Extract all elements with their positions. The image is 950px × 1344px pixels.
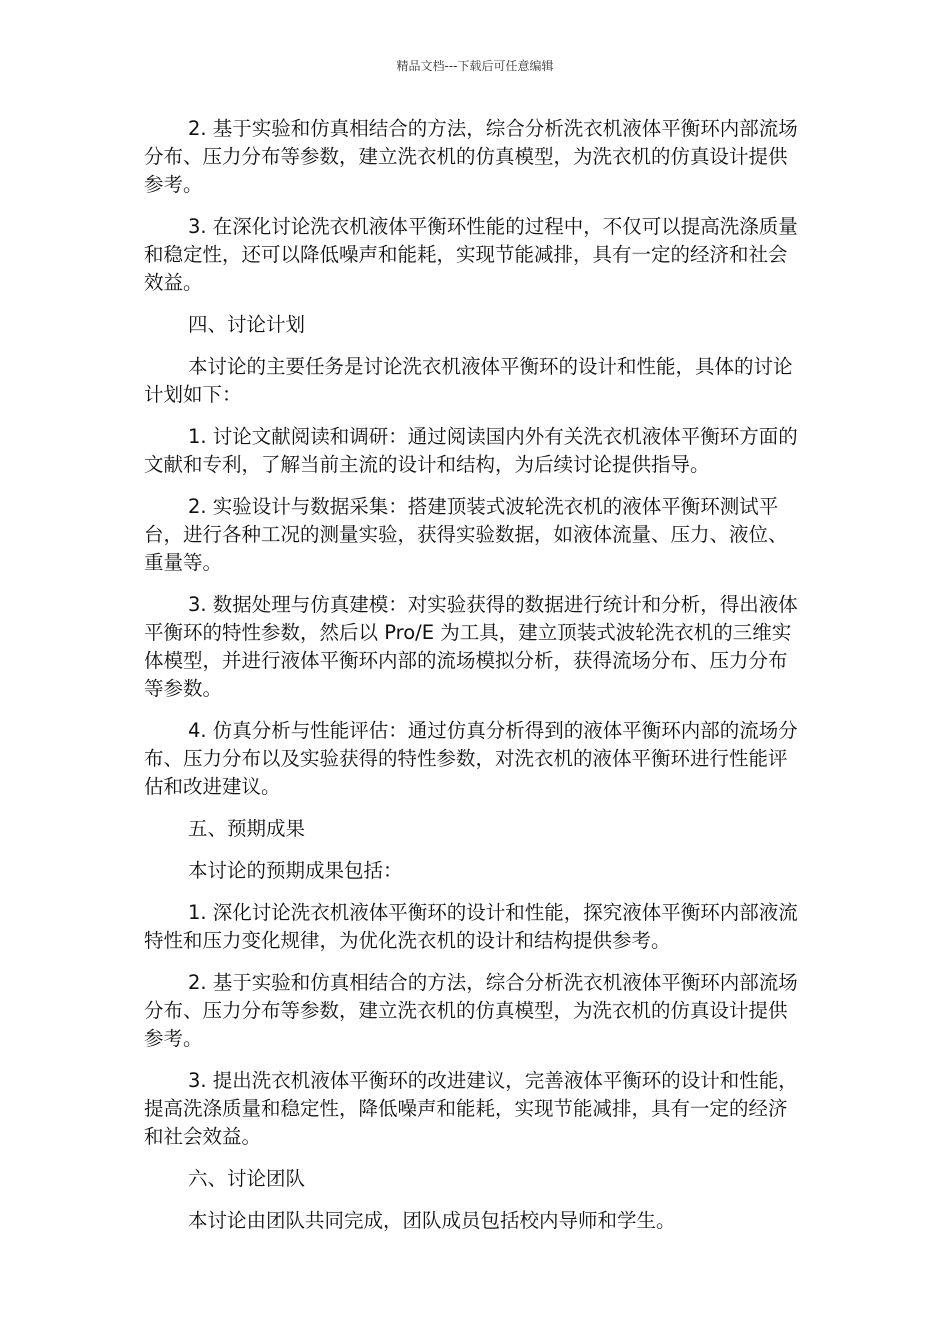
paragraph: 2. 基于实验和仿真相结合的方法，综合分析洗衣机液体平衡环内部流场分布、压力分布等参数，建立洗衣机的仿真模型，为洗衣机的仿真设计提供参考。 bbox=[144, 971, 798, 1050]
paragraph: 2. 实验设计与数据采集：搭建顶装式波轮洗衣机的液体平衡环测试平台，进行各种工况的测量实验，获得实验数据，如液体流量、压力、液位、重量等。 bbox=[144, 495, 788, 574]
paragraph: 3. 数据处理与仿真建模：对实验获得的数据进行统计和分析，得出液体平衡环的特性参数，然后以 Pro/E 为工具，建立顶装式波轮洗衣机的三维实体模型，并进行液体平衡环内部的流场模拟分析，获得流场分布、压力分布等参数。 bbox=[144, 593, 798, 700]
page-header: 精品文档---下载后可任意编辑 bbox=[396, 59, 554, 73]
paragraph: 1. 讨论文献阅读和调研：通过阅读国内外有关洗衣机液体平衡环方面的文献和专利，了解当前主流的设计和结构，为后续讨论提供指导。 bbox=[144, 425, 798, 476]
paragraph: 本讨论由团队共同完成，团队成员包括校内导师和学生。 bbox=[188, 1209, 676, 1232]
paragraph: 本讨论的主要任务是讨论洗衣机液体平衡环的设计和性能，具体的讨论计划如下： bbox=[144, 355, 793, 406]
paragraph: 3. 提出洗衣机液体平衡环的改进建议，完善液体平衡环的设计和性能，提高洗涤质量和稳定性，降低噪声和能耗，实现节能减排，具有一定的经济和社会效益。 bbox=[144, 1069, 798, 1148]
paragraph: 2. 基于实验和仿真相结合的方法，综合分析洗衣机液体平衡环内部流场分布、压力分布等参数，建立洗衣机的仿真模型，为洗衣机的仿真设计提供参考。 bbox=[144, 117, 798, 196]
section-heading: 五、预期成果 bbox=[188, 817, 306, 840]
paragraph: 3. 在深化讨论洗衣机液体平衡环性能的过程中，不仅可以提高洗涤质量和稳定性，还可以降低噪声和能耗，实现节能减排，具有一定的经济和社会效益。 bbox=[144, 215, 798, 294]
paragraph: 1. 深化讨论洗衣机液体平衡环的设计和性能，探究液体平衡环内部液流特性和压力变化规律，为优化洗衣机的设计和结构提供参考。 bbox=[144, 901, 798, 952]
section-heading: 四、讨论计划 bbox=[188, 313, 306, 336]
paragraph: 本讨论的预期成果包括： bbox=[188, 859, 403, 882]
document-body bbox=[144, 115, 800, 1249]
paragraph: 4. 仿真分析与性能评估：通过仿真分析得到的液体平衡环内部的流场分布、压力分布以及实验获得的特性参数，对洗衣机的液体平衡环进行性能评估和改进建议。 bbox=[144, 719, 798, 798]
section-heading: 六、讨论团队 bbox=[188, 1167, 306, 1190]
